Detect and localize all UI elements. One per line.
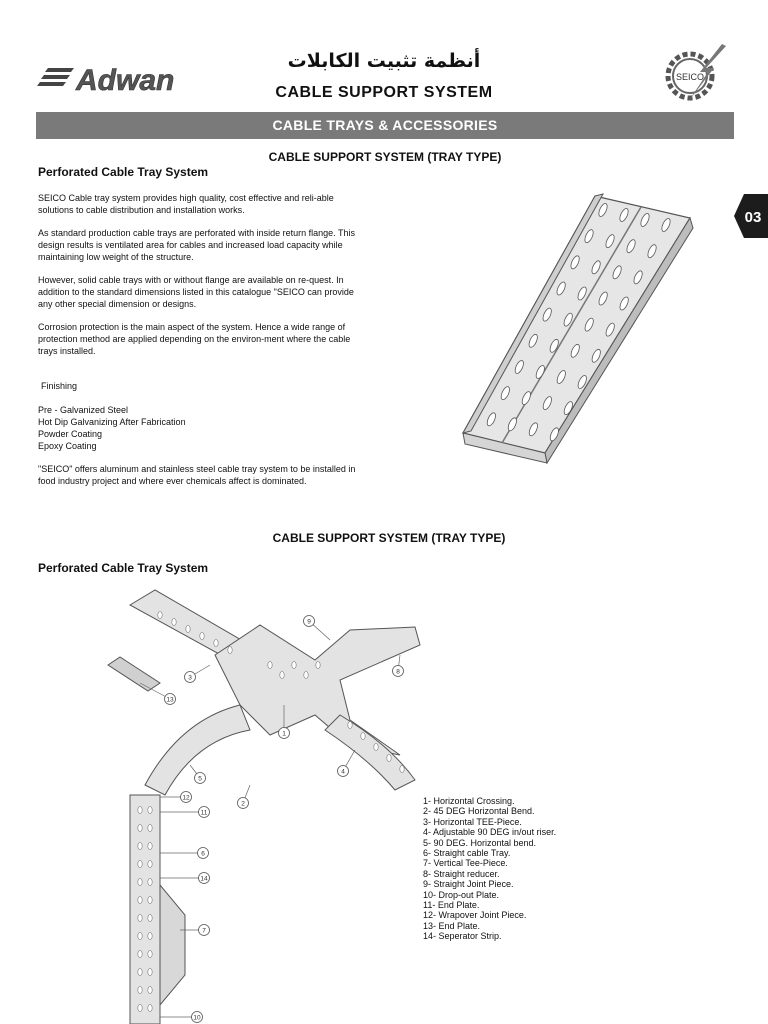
finishing-item: Hot Dip Galvanizing After Fabrication	[38, 417, 186, 427]
callout-number: 6	[201, 850, 205, 858]
horizontal-crossing	[215, 625, 420, 755]
perforation-hole	[361, 733, 365, 740]
perforation-hole	[138, 807, 142, 814]
perforation-hole	[148, 825, 152, 832]
finishing-item: Epoxy Coating	[38, 441, 97, 451]
perforation-hole	[172, 619, 176, 626]
perforation-hole	[148, 807, 152, 814]
perforation-hole	[316, 662, 320, 669]
paragraph-1: SEICO Cable tray system provides high quality, cost effective and reli-able solutions to cable distribution and installation works.	[38, 193, 334, 215]
callout-number: 8	[396, 668, 400, 676]
legend-item: 13- End Plate.	[423, 920, 481, 931]
callout-number: 10	[193, 1014, 201, 1022]
bend-45	[325, 715, 415, 790]
legend-item: 5- 90 DEG. Horizontal bend.	[423, 837, 537, 848]
perforation-hole	[148, 861, 152, 868]
perforation-hole	[214, 640, 218, 647]
section1-subheading: Perforated Cable Tray System	[38, 165, 209, 179]
legend-item: 11- End Plate.	[423, 900, 480, 911]
callout-number: 11	[200, 809, 208, 817]
legend-item: 7- Vertical Tee-Piece.	[423, 858, 508, 869]
legend-item: 2- 45 DEG Horizontal Bend.	[423, 806, 535, 817]
end-plate-13	[108, 657, 160, 691]
perforation-hole	[138, 915, 142, 922]
parts-legend	[423, 796, 556, 942]
perforation-hole	[280, 672, 284, 679]
perforation-hole	[348, 722, 352, 729]
perforation-hole	[148, 1005, 152, 1012]
perforation-hole	[200, 633, 204, 640]
seico-seal	[660, 42, 732, 106]
callout-number: 4	[341, 768, 345, 776]
perforation-hole	[138, 861, 142, 868]
perforation-hole	[138, 825, 142, 832]
perforation-hole	[292, 662, 296, 669]
callout-number: 5	[198, 775, 202, 783]
perforation-hole	[228, 647, 232, 654]
perforation-hole	[148, 951, 152, 958]
perforation-hole	[148, 933, 152, 940]
perforation-hole	[148, 915, 152, 922]
section1-heading: CABLE SUPPORT SYSTEM (TRAY TYPE)	[268, 150, 502, 164]
perforation-hole	[268, 662, 272, 669]
perforation-hole	[138, 843, 142, 850]
finishing-block	[38, 380, 368, 487]
vertical-tee	[160, 885, 185, 1005]
paragraph-2: As standard production cable trays are perforated with inside return flange. This design results is ventilated area for cables and increased load capacity while maintaining low weight of the structure.	[38, 228, 356, 262]
page-tab-label: 03	[744, 209, 762, 226]
tray-system-diagram	[100, 585, 430, 1024]
callout-number: 13	[166, 696, 174, 704]
perforation-hole	[138, 879, 142, 886]
page-title: CABLE SUPPORT SYSTEM	[275, 84, 493, 101]
section2-heading: CABLE SUPPORT SYSTEM (TRAY TYPE)	[272, 531, 506, 545]
perforation-hole	[138, 1005, 142, 1012]
perforation-hole	[138, 969, 142, 976]
callout-number: 7	[202, 927, 206, 935]
paragraph-3: However, solid cable trays with or without flange are available on re-quest. In addition to the standard dimensions listed in this catalogue "SEICO can provide any other special dimension or designs.	[38, 275, 354, 309]
straight-tray	[130, 795, 160, 1024]
arabic-title: أنظمة تثبيت الكابلات	[287, 50, 481, 72]
legend-item: 1- Horizontal Crossing.	[423, 796, 515, 806]
perforation-hole	[304, 672, 308, 679]
perforation-hole	[148, 969, 152, 976]
legend-item: 3- Horizontal TEE-Piece.	[423, 816, 522, 827]
perforation-hole	[186, 626, 190, 633]
perforation-hole	[158, 612, 162, 619]
intro-text	[38, 192, 363, 368]
adwan-logo	[36, 60, 176, 96]
perforation-hole	[148, 843, 152, 850]
legend-item: 4- Adjustable 90 DEG in/out riser.	[423, 827, 557, 838]
page-tab-03	[734, 194, 768, 238]
finishing-title: Finishing	[41, 381, 78, 391]
perforation-hole	[138, 897, 142, 904]
callout-number: 3	[188, 674, 192, 682]
callout-number: 2	[241, 800, 245, 808]
seal-text: SEICO	[675, 72, 705, 82]
section-banner: CABLE TRAYS & ACCESSORIES	[36, 112, 734, 139]
legend-item: 12- Wrapover Joint Piece.	[423, 910, 527, 921]
perforation-hole	[374, 744, 378, 751]
callout-number: 9	[307, 618, 311, 626]
paragraph-4: Corrosion protection is the main aspect of the system. Hence a wide range of protection method are applied depending on the environ-ment where the cable trays installed.	[38, 322, 351, 356]
perforation-hole	[148, 879, 152, 886]
legend-item: 14- Seperator Strip.	[423, 931, 502, 942]
brand-text: Adwan	[76, 64, 175, 96]
perforation-hole	[138, 933, 142, 940]
perforation-hole	[148, 897, 152, 904]
legend-item: 8- Straight reducer.	[423, 868, 500, 879]
perforation-hole	[400, 766, 404, 773]
perforation-hole	[138, 951, 142, 958]
perforation-hole	[138, 987, 142, 994]
callout-number: 1	[282, 730, 286, 738]
legend-item: 6- Straight cable Tray.	[423, 848, 511, 859]
callout-number: 12	[182, 794, 190, 802]
section2-subheading: Perforated Cable Tray System	[38, 561, 209, 575]
legend-item: 9- Straight Joint Piece.	[423, 879, 514, 890]
finishing-item: Powder Coating	[38, 429, 103, 439]
cable-tray-illustration	[455, 188, 695, 468]
callout-number: 14	[200, 875, 208, 883]
material-note: "SEICO" offers aluminum and stainless steel cable tray system to be installed in food industry project and where ever chemicals affect is dominated.	[38, 464, 356, 486]
perforation-hole	[148, 987, 152, 994]
legend-item: 10- Drop-out Plate.	[423, 889, 500, 900]
perforation-hole	[387, 755, 391, 762]
finishing-item: Pre - Galvanized Steel	[38, 405, 129, 415]
